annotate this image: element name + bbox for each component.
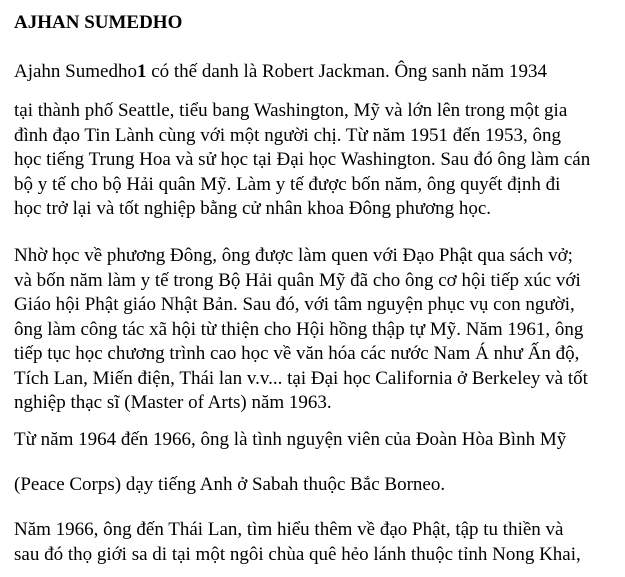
subject-name: Ajahn Sumedho: [14, 61, 137, 82]
paragraph-peace-corps: [14, 428, 566, 453]
paragraph-thailand: [14, 518, 581, 567]
text-line: Giáo hội Phật giáo Nhật Bản. Sau đó, với tâm nguyện phục vụ con người,: [14, 294, 575, 315]
intro-line: [14, 60, 547, 85]
text-line: học tiếng Trung Hoa và sử học tại Đại học Washington. Sau đó ông làm cán: [14, 149, 591, 170]
intro-text: có thế danh là Robert Jackman. Ông sanh năm 1934: [146, 61, 547, 82]
text-line: đình đạo Tin Lành cùng với một người chị. Từ năm 1951 đến 1953, ông: [14, 124, 561, 146]
paragraph-early-life: [14, 99, 590, 222]
text-line: và bốn năm làm y tế trong Bộ Hải quân Mỹ đã cho ông cơ hội tiếp xúc với: [14, 269, 581, 291]
text-line: Năm 1966, ông đến Thái Lan, tìm hiểu thêm về đạo Phật, tập tu thiền và: [14, 519, 564, 540]
footnote-reference[interactable]: 1: [136, 61, 147, 82]
text-line: sau đó thọ giới sa di tại một ngôi chùa quê hẻo lánh thuộc tỉnh Nong Khai,: [14, 543, 581, 565]
text-line: Tích Lan, Miến điện, Thái lan v.v... tại Đại học California ở Berkeley và tốt: [14, 367, 588, 389]
text-line: Nhờ học về phương Đông, ông được làm quen với Đạo Phật qua sách vở;: [14, 245, 573, 266]
text-line: tiếp tục học chương trình cao học về văn hóa các nước Nam Á như Ấn độ,: [14, 343, 580, 364]
paragraph-peace-corps-cont: [14, 473, 445, 498]
text-line: (Peace Corps) dạy tiếng Anh ở Sabah thuộc Bắc Borneo.: [14, 474, 446, 495]
text-line: học trở lại và tốt nghiệp bằng cử nhân khoa Đông phương học.: [14, 198, 492, 219]
text-line: Từ năm 1964 đến 1966, ông là tình nguyện viên của Đoàn Hòa Bình Mỹ: [14, 429, 567, 450]
page-title: AJHAN SUMEDHO: [14, 12, 183, 33]
text-line: bộ y tế cho bộ Hải quân Mỹ. Làm y tế được bốn năm, ông quyết định đi: [14, 173, 561, 195]
text-line: tại thành phố Seattle, tiểu bang Washington, Mỹ và lớn lên trong một gia: [14, 100, 568, 121]
text-line: nghiệp thạc sĩ (Master of Arts) năm 1963.: [14, 392, 332, 413]
text-line: ông làm công tác xã hội từ thiện cho Hội hồng thập tự Mỹ. Năm 1961, ông: [14, 318, 584, 340]
intro-paragraph: [14, 60, 547, 85]
paragraph-buddhism-intro: [14, 244, 588, 416]
